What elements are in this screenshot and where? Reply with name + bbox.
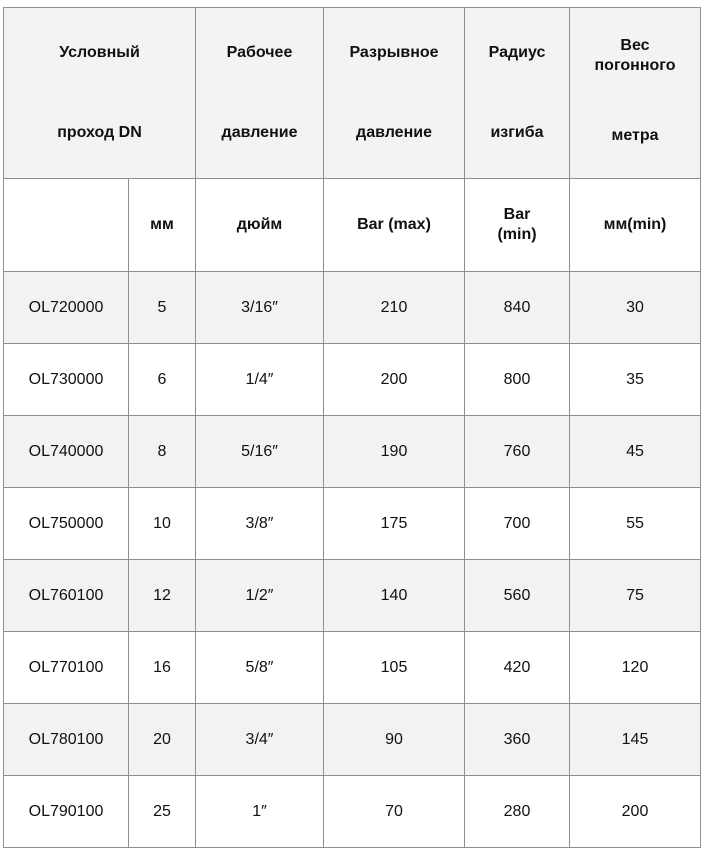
- header-bend-radius-line2: изгиба: [490, 124, 544, 141]
- unit-bar-max: Bar (max): [324, 179, 465, 272]
- header-weight: [570, 8, 701, 179]
- unit-bar-min-line2: (min): [497, 226, 537, 243]
- table-row: [4, 344, 701, 416]
- cell-bar-max: 200: [324, 344, 465, 416]
- cell-code: OL740000: [4, 416, 129, 488]
- cell-bar-max: 175: [324, 488, 465, 560]
- cell-inch: 3/8″: [196, 488, 324, 560]
- cell-bar-min: 420: [465, 632, 570, 704]
- cell-mm-min: 45: [570, 416, 701, 488]
- cell-inch: 1/2″: [196, 560, 324, 632]
- cell-bar-min: 280: [465, 776, 570, 848]
- table-units-row: [4, 179, 701, 272]
- header-bend-radius-line1: Радиус: [488, 44, 546, 61]
- cell-mm: 25: [129, 776, 196, 848]
- cell-bar-min: 840: [465, 272, 570, 344]
- unit-inch: дюйм: [196, 179, 324, 272]
- cell-code: OL780100: [4, 704, 129, 776]
- cell-mm: 16: [129, 632, 196, 704]
- cell-bar-min: 560: [465, 560, 570, 632]
- cell-mm: 12: [129, 560, 196, 632]
- table-row: [4, 704, 701, 776]
- header-work-pressure: [196, 8, 324, 179]
- header-burst-pressure-line1: Разрывное: [349, 44, 439, 61]
- header-burst-pressure-line2: давление: [356, 124, 432, 141]
- cell-mm-min: 200: [570, 776, 701, 848]
- header-dn-line2: проход DN: [57, 124, 142, 141]
- cell-bar-max: 140: [324, 560, 465, 632]
- cell-inch: 1″: [196, 776, 324, 848]
- cell-mm: 20: [129, 704, 196, 776]
- cell-code: OL770100: [4, 632, 129, 704]
- cell-code: OL760100: [4, 560, 129, 632]
- table-row: [4, 776, 701, 848]
- header-dn: [4, 8, 196, 179]
- cell-bar-min: 700: [465, 488, 570, 560]
- header-weight-line1: Вес: [620, 37, 650, 54]
- cell-mm-min: 55: [570, 488, 701, 560]
- cell-code: OL730000: [4, 344, 129, 416]
- unit-mm: мм: [129, 179, 196, 272]
- unit-mm-min: мм(min): [570, 179, 701, 272]
- header-weight-line2: погонного: [594, 57, 676, 74]
- table-row: [4, 416, 701, 488]
- cell-mm-min: 75: [570, 560, 701, 632]
- header-weight-line3: метра: [611, 127, 659, 144]
- cell-mm: 6: [129, 344, 196, 416]
- cell-mm: 8: [129, 416, 196, 488]
- cell-code: OL790100: [4, 776, 129, 848]
- cell-mm: 5: [129, 272, 196, 344]
- cell-inch: 3/16″: [196, 272, 324, 344]
- table-header-row: [4, 8, 701, 179]
- cell-inch: 5/8″: [196, 632, 324, 704]
- cell-bar-max: 70: [324, 776, 465, 848]
- header-bend-radius: [465, 8, 570, 179]
- cell-bar-min: 760: [465, 416, 570, 488]
- cell-inch: 5/16″: [196, 416, 324, 488]
- header-work-pressure-line1: Рабочее: [226, 44, 293, 61]
- cell-bar-max: 105: [324, 632, 465, 704]
- cell-code: OL750000: [4, 488, 129, 560]
- cell-bar-max: 90: [324, 704, 465, 776]
- cell-mm-min: 30: [570, 272, 701, 344]
- unit-bar-min: [465, 179, 570, 272]
- cell-bar-max: 210: [324, 272, 465, 344]
- hose-spec-table: [3, 7, 701, 848]
- cell-mm-min: 35: [570, 344, 701, 416]
- table-row: [4, 488, 701, 560]
- cell-inch: 3/4″: [196, 704, 324, 776]
- table-row: [4, 560, 701, 632]
- cell-bar-max: 190: [324, 416, 465, 488]
- header-work-pressure-line2: давление: [221, 124, 298, 141]
- header-dn-line1: Условный: [59, 44, 140, 61]
- cell-bar-min: 360: [465, 704, 570, 776]
- cell-mm-min: 145: [570, 704, 701, 776]
- unit-bar-min-line1: Bar: [503, 206, 531, 223]
- table-row: [4, 632, 701, 704]
- table-row: [4, 272, 701, 344]
- cell-inch: 1/4″: [196, 344, 324, 416]
- unit-code: [4, 179, 129, 272]
- cell-mm-min: 120: [570, 632, 701, 704]
- cell-mm: 10: [129, 488, 196, 560]
- cell-code: OL720000: [4, 272, 129, 344]
- header-burst-pressure: [324, 8, 465, 179]
- cell-bar-min: 800: [465, 344, 570, 416]
